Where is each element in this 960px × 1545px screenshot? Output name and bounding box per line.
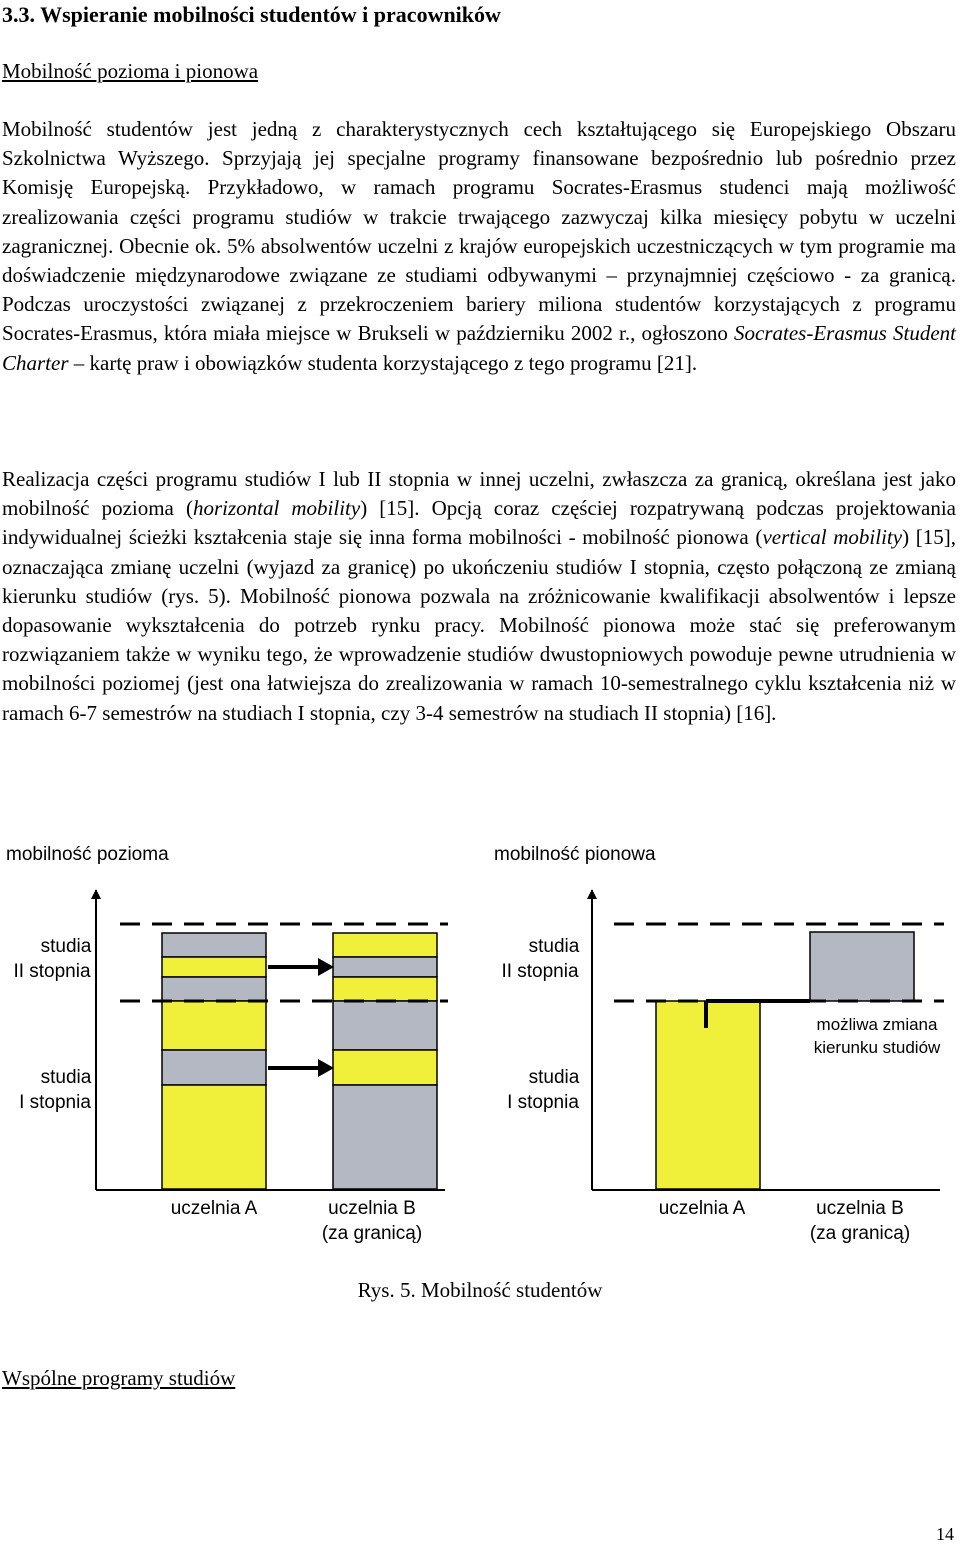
right-note-line1: możliwa zmiana — [816, 1015, 938, 1034]
left-x-label-b-line1: uczelnia B — [328, 1198, 416, 1219]
right-label-i-line1: studia — [528, 1067, 580, 1088]
left-x-label-b-line2: (za granicą) — [321, 1223, 423, 1244]
figure-caption: Rys. 5. Mobilność studentów — [357, 1278, 603, 1302]
page-number: 14 — [936, 1524, 954, 1544]
right-label-ii-line2: II stopnia — [501, 961, 579, 982]
mobility-figure — [0, 830, 960, 1270]
vertical-mobility-term: vertical mobility — [762, 525, 903, 550]
right-column-uczelnia-b — [810, 932, 914, 1001]
left-diagram-title: mobilność pozioma — [6, 844, 169, 865]
left-column-uczelnia-b — [333, 933, 437, 1189]
right-x-label-a: uczelnia A — [658, 1198, 746, 1219]
paragraph-2 — [2, 465, 956, 728]
subsection-title: Mobilność pozioma i pionowa — [2, 59, 259, 83]
paragraph-1-part-2: – kartę praw i obowiązków studenta korzystającego z tego programu [21]. — [68, 350, 698, 375]
section-title: 3.3. Wspieranie mobilności studentów i pracowników — [2, 2, 501, 27]
right-label-i-line2: I stopnia — [507, 1092, 579, 1113]
paragraph-2-part-1: Realizacja części programu studiów I lub II stopnia w innej uczelni, zwłaszcza za granicą, określana jest jako mobilność pozioma ( — [2, 467, 956, 521]
right-x-label-b-line1: uczelnia B — [816, 1198, 904, 1219]
paragraph-2-part-2: ) [15]. Opcją coraz częściej rozpatrywaną podczas projektowania indywidualnej ścieżki kształcenia staje się inna forma mobilności - mobilność pionowa ( — [2, 496, 956, 550]
left-label-ii-line1: studia — [40, 936, 92, 957]
paragraph-2-part-3: ) [15], oznaczająca zmianę uczelni (wyjazd za granicę) po ukończeniu studiów I stopnia, często połączoną ze zmianą kierunku studiów (rys. 5). Mobilność pionowa pozwala na zróżnicowanie kwalifikacji absolwentów i lepsze dopasowanie wykształcenia do potrzeb rynku pracy. Mobilność pionowa może stać się preferowanym rozwiązaniem także w wyniku tego, że wprowadzenie studiów dwustopniowych powoduje pewne utrudnienia w mobilności poziomej (jest ona łatwiejsza do zrealizowania w ramach 10-semestralnego cyklu kształcenia niż w ramach 6-7 semestrów na studiach I stopnia, czy 3-4 semestrów na studiach II stopnia) [16]. — [2, 525, 956, 725]
right-column-uczelnia-a — [656, 1001, 760, 1189]
right-note-line2: kierunku studiów — [813, 1038, 941, 1057]
right-x-label-b-line2: (za granicą) — [809, 1223, 911, 1244]
left-label-ii-line2: II stopnia — [13, 961, 91, 982]
paragraph-1-part-1: Mobilność studentów jest jedną z charakterystycznych cech kształtującego się Europejskiego Obszaru Szkolnictwa Wyższego. Sprzyjają jej specjalne programy finansowane bezpośrednio lub pośrednio przez Komisję Europejską. Przykładowo, w ramach programu Socrates-Erasmus studenci mają możliwość zrealizowania części programu studiów w trakcie trwającego zazwyczaj kilka miesięcy pobytu w uczelni zagranicznej. Obecnie ok. 5% absolwentów uczelni z krajów europejskich uczestniczących w tym programie ma doświadczenie międzynarodowe związane ze studiami odbywanymi – przynajmniej częściowo - za granicą. Podczas uroczystości związanej z przekroczeniem bariery miliona studentów korzystających z programu Socrates-Erasmus, która miała miejsce w Brukseli w październiku 2002 r., ogłoszono — [2, 117, 956, 346]
left-label-i-line2: I stopnia — [19, 1092, 91, 1113]
next-section-title: Wspólne programy studiów — [2, 1366, 236, 1390]
left-arrow-2 — [268, 1059, 334, 1077]
right-label-ii-line1: studia — [528, 936, 580, 957]
paragraph-1 — [2, 115, 956, 378]
left-column-uczelnia-a — [162, 933, 266, 1189]
right-diagram-title: mobilność pionowa — [494, 844, 656, 865]
left-arrow-1 — [268, 958, 334, 976]
charter-name: Socrates-Erasmus Student Charter — [2, 321, 956, 375]
left-label-i-line1: studia — [40, 1067, 92, 1088]
horizontal-mobility-term: horizontal mobility — [192, 496, 361, 521]
left-x-label-a: uczelnia A — [170, 1198, 258, 1219]
